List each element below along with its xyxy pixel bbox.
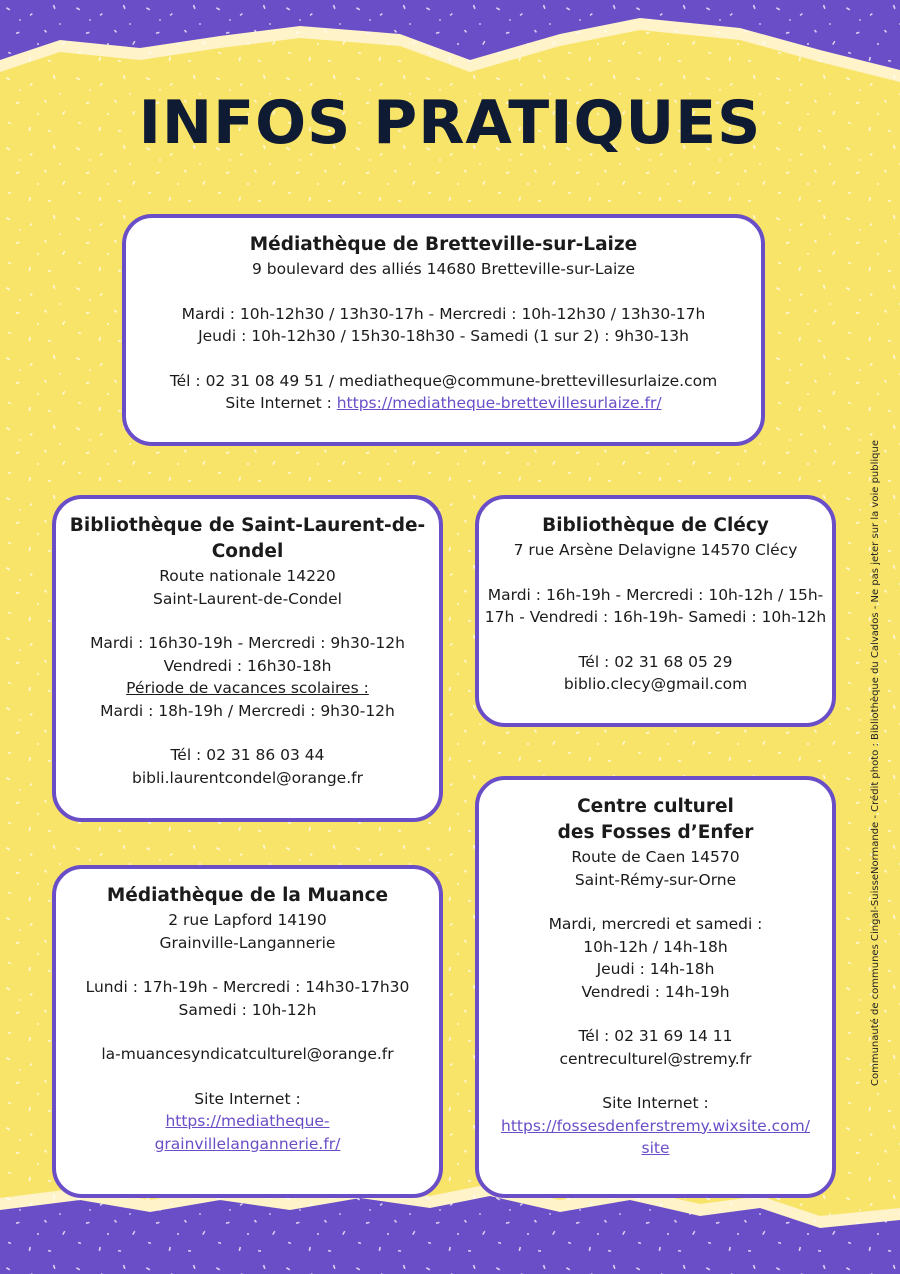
website-link[interactable]: grainvillelangannerie.fr/: [154, 1134, 341, 1153]
website-link[interactable]: https://mediatheque-: [165, 1112, 330, 1130]
library-name: Bibliothèque de Saint-Laurent-de-: [69, 515, 426, 536]
card-clecy: [475, 495, 836, 727]
email: la-muancesyndicatculturel@orange.fr: [101, 1045, 394, 1063]
library-address: Saint-Laurent-de-Condel: [153, 589, 342, 608]
phone: Tél : 02 31 86 03 44: [170, 746, 325, 764]
opening-hours: 10h-12h / 14h-18h: [583, 937, 728, 956]
website-label: Site Internet :: [194, 1089, 301, 1108]
holidays-hours: Mardi : 18h-19h / Mercredi : 9h30-12h: [100, 701, 395, 720]
credits-text: Communauté de communes Cingal-SuisseNormande - Crédit photo : Bibliothèque du Calvados - Ne pas jeter sur la voie publique: [870, 440, 881, 1086]
library-name: Centre culturel: [577, 796, 734, 817]
opening-hours: Jeudi : 10h-12h30 / 15h30-18h30 - Samedi (1 sur 2) : 9h30-13h: [198, 327, 689, 345]
website-label: Site Internet :: [602, 1094, 709, 1112]
opening-hours: Vendredi : 14h-19h: [581, 982, 730, 1001]
page-title: INFOS PRATIQUES: [138, 88, 762, 158]
opening-hours: Mardi, mercredi et samedi :: [548, 915, 763, 933]
phone: Tél : 02 31 69 14 11: [578, 1027, 733, 1045]
library-address: Saint-Rémy-sur-Orne: [574, 870, 737, 889]
library-address: Grainville-Langannerie: [159, 933, 336, 952]
email: centreculturel@stremy.fr: [559, 1049, 752, 1068]
library-address: Route de Caen 14570: [571, 848, 740, 866]
opening-hours: Vendredi : 16h30-18h: [163, 656, 332, 675]
card-saint-laurent: [52, 495, 443, 822]
library-name: Condel: [211, 541, 284, 562]
opening-hours: Jeudi : 14h-18h: [596, 960, 715, 978]
library-address: Route nationale 14220: [159, 567, 336, 585]
website-link[interactable]: https://fossesdenferstremy.wixsite.com/: [501, 1116, 810, 1135]
card-muance: [52, 865, 443, 1198]
side-credits: [870, 386, 887, 1086]
website-row: [126, 392, 761, 415]
library-name: Médiathèque de Bretteville-sur-Laize: [249, 234, 638, 255]
opening-hours: Mardi : 16h30-19h - Mercredi : 9h30-12h: [90, 634, 405, 652]
opening-hours: Mardi : 10h-12h30 / 13h30-17h - Mercredi : 10h-12h30 / 13h30-17h: [181, 304, 706, 323]
library-name: Médiathèque de la Muance: [106, 885, 389, 906]
library-name: des Fosses d’Enfer: [557, 822, 754, 843]
opening-hours: Mardi : 16h-19h - Mercredi : 10h-12h / 15h-: [487, 585, 824, 604]
email: biblio.clecy@gmail.com: [563, 675, 748, 693]
opening-hours: Samedi : 10h-12h: [178, 1000, 317, 1019]
opening-hours: Lundi : 17h-19h - Mercredi : 14h30-17h30: [85, 978, 410, 996]
library-address: 2 rue Lapford 14190: [168, 911, 327, 929]
holidays-label: Période de vacances scolaires :: [126, 679, 369, 697]
card-fosses-enfer: [475, 776, 836, 1198]
website-link[interactable]: https://mediatheque-brettevillesurlaize.fr/: [336, 394, 662, 412]
opening-hours: 17h - Vendredi : 16h-19h- Samedi : 10h-12h: [484, 608, 827, 626]
phone: Tél : 02 31 68 05 29: [578, 652, 733, 671]
library-address: 7 rue Arsène Delavigne 14570 Clécy: [513, 541, 798, 559]
library-name: Bibliothèque de Clécy: [542, 515, 769, 536]
website-label: Site Internet :: [225, 394, 337, 412]
website-link[interactable]: site: [641, 1139, 670, 1157]
card-bretteville: [122, 214, 765, 446]
contact-info: Tél : 02 31 08 49 51 / mediatheque@commune-brettevillesurlaize.com: [169, 371, 718, 390]
library-address: 9 boulevard des alliés 14680 Bretteville-sur-Laize: [252, 260, 635, 278]
email: bibli.laurentcondel@orange.fr: [132, 768, 363, 787]
